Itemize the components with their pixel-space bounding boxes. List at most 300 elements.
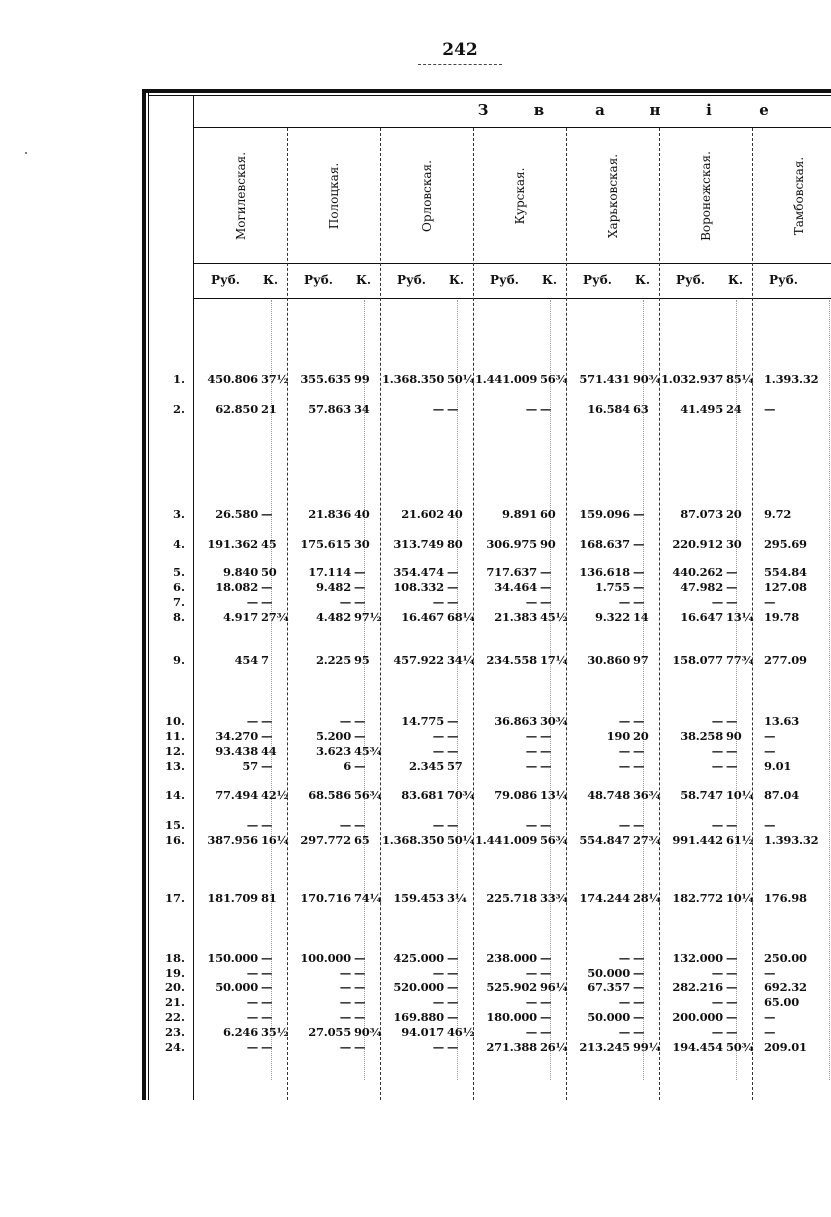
unit-rub: Руб. [211,273,240,287]
cell-rubles: 387.956 [207,833,258,847]
cell-kopecks: — [633,1010,645,1024]
row-number: 10. [164,714,185,728]
unit-rub: Руб. [583,273,612,287]
cell-kopecks: — [447,818,459,832]
cell-rubles: — [246,714,258,728]
cell-rubles: — [711,714,723,728]
cell-rubles: — [525,759,537,773]
cell-kopecks: — [261,951,273,965]
cell-rubles: — [711,759,723,773]
page-number: 242 [442,40,478,60]
cell-rubles: — [764,966,776,980]
cell-kopecks: — [540,565,552,579]
cell-kopecks: — [633,818,645,832]
cell-rubles: 9.840 [222,565,258,579]
column-header [196,132,286,260]
cell-rubles: 9.891 [501,507,537,521]
cell-kopecks: — [540,744,552,758]
cell-rubles: — [525,818,537,832]
row-number: 2. [172,402,185,416]
header-title-letter: З [477,101,489,119]
cell-rubles: 5.200 [315,729,351,743]
cell-rubles: 1.368.350 [382,833,445,847]
row-number: 4. [172,537,185,551]
cell-rubles: 21.383 [494,610,537,624]
column-header [382,132,472,260]
cell-kopecks: 34¼ [447,653,475,667]
row-number: 8. [172,610,185,624]
row-number: 21. [164,995,185,1009]
row-number: 16. [164,833,185,847]
kop-divider [829,300,830,1080]
cell-rubles: 1.032.937 [661,372,724,386]
cell-rubles: 16.467 [401,610,444,624]
cell-rubles: 4.482 [315,610,351,624]
cell-rubles: 1.755 [594,580,630,594]
cell-rubles: — [432,729,444,743]
cell-kopecks: — [447,1010,459,1024]
cell-rubles: 194.454 [672,1040,723,1054]
cell-rubles: 16.647 [680,610,723,624]
row-number: 17. [164,891,185,905]
cell-kopecks: 45½ [540,610,568,624]
cell-rubles: 1.393.32 [764,372,819,386]
unit-kop: К. [449,273,465,287]
cell-kopecks: — [726,580,738,594]
cell-rubles: 9.482 [315,580,351,594]
cell-rubles: 62.850 [215,402,258,416]
cell-kopecks: — [726,951,738,965]
cell-kopecks: 56¾ [354,788,382,802]
cell-rubles: 2.225 [315,653,351,667]
cell-kopecks: 99¼ [633,1040,661,1054]
cell-kopecks: — [633,744,645,758]
cell-rubles: — [246,595,258,609]
cell-kopecks: 13¼ [540,788,568,802]
cell-kopecks: 16¼ [261,833,289,847]
unit-kop: К. [542,273,558,287]
cell-rubles: — [246,966,258,980]
cell-kopecks: 56¾ [540,372,568,386]
cell-rubles: — [618,595,630,609]
cell-kopecks: 30¾ [540,714,568,728]
cell-kopecks: 63 [633,402,649,416]
row-number: 23. [164,1025,185,1039]
cell-kopecks: — [447,995,459,1009]
cell-kopecks: — [447,402,459,416]
cell-kopecks: 10¼ [726,788,754,802]
cell-rubles: 9.01 [764,759,792,773]
cell-rubles: 34.270 [215,729,258,743]
cell-kopecks: — [540,759,552,773]
cell-rubles: 17.114 [308,565,351,579]
cell-rubles: 58.747 [680,788,723,802]
cell-rubles: 93.438 [215,744,258,758]
cell-kopecks: — [354,595,366,609]
row-number: 12. [164,744,185,758]
cell-kopecks: — [261,995,273,1009]
cell-rubles: 457.922 [393,653,444,667]
cell-rubles: 100.000 [300,951,351,965]
cell-rubles: 159.096 [579,507,630,521]
cell-kopecks: — [354,995,366,1009]
cell-rubles: 175.615 [300,537,351,551]
header-title-letter: а [595,101,605,119]
cell-rubles: 450.806 [207,372,258,386]
cell-kopecks: — [354,980,366,994]
cell-rubles: 83.681 [401,788,444,802]
column-header [754,132,831,260]
cell-rubles: — [618,995,630,1009]
cell-rubles: 30.860 [587,653,630,667]
cell-kopecks: 14 [633,610,649,624]
cell-rubles: 47.982 [680,580,723,594]
cell-rubles: 6 [343,759,351,773]
cell-rubles: 571.431 [579,372,630,386]
row-number: 1. [172,372,185,386]
column-name: Курская. [513,167,527,225]
cell-kopecks: 90¾ [354,1025,382,1039]
cell-kopecks: 46½ [447,1025,475,1039]
cell-rubles: 191.362 [207,537,258,551]
cell-kopecks: 97 [633,653,649,667]
cell-kopecks: 50¼ [447,833,475,847]
cell-kopecks: — [633,595,645,609]
cell-rubles: 41.495 [680,402,723,416]
cell-rubles: — [525,595,537,609]
cell-kopecks: 97½ [354,610,382,624]
cell-kopecks: 90 [726,729,742,743]
header-title-letter: н [649,101,661,119]
cell-rubles: — [525,995,537,1009]
row-number: 24. [164,1040,185,1054]
unit-kop: К. [728,273,744,287]
cell-rubles: — [711,995,723,1009]
cell-rubles: 36.863 [494,714,537,728]
header-rule-names [194,263,831,264]
cell-rubles: 108.332 [393,580,444,594]
cell-kopecks: — [354,759,366,773]
unit-rub: Руб. [304,273,333,287]
cell-kopecks: — [354,714,366,728]
cell-rubles: 127.08 [764,580,807,594]
cell-kopecks: 56¾ [540,833,568,847]
cell-kopecks: 27¾ [633,833,661,847]
cell-kopecks: — [354,1040,366,1054]
cell-rubles: 34.464 [494,580,537,594]
cell-kopecks: 36¾ [633,788,661,802]
cell-rubles: 18.082 [215,580,258,594]
cell-rubles: 174.244 [579,891,630,905]
cell-rubles: 220.912 [672,537,723,551]
cell-rubles: 991.442 [672,833,723,847]
cell-rubles: 2.345 [408,759,444,773]
cell-rubles: — [618,1025,630,1039]
cell-kopecks: 50 [261,565,277,579]
cell-kopecks: 85¼ [726,372,754,386]
table-top-border-inner [149,95,831,96]
cell-rubles: — [764,595,776,609]
cell-rubles: — [432,818,444,832]
cell-rubles: 250.00 [764,951,807,965]
cell-kopecks: — [540,1010,552,1024]
cell-rubles: 169.880 [393,1010,444,1024]
cell-kopecks: — [633,537,645,551]
cell-kopecks: — [447,580,459,594]
cell-rubles: — [618,714,630,728]
cell-kopecks: — [447,1040,459,1054]
cell-kopecks: 77¾ [726,653,754,667]
cell-kopecks: — [354,818,366,832]
cell-kopecks: 42½ [261,788,289,802]
cell-rubles: — [246,1010,258,1024]
cell-kopecks: — [633,980,645,994]
cell-rubles: — [339,995,351,1009]
cell-kopecks: — [633,995,645,1009]
cell-kopecks: 3¼ [447,891,467,905]
cell-kopecks: — [261,980,273,994]
cell-rubles: — [711,744,723,758]
cell-kopecks: — [726,565,738,579]
cell-kopecks: 35½ [261,1025,289,1039]
cell-rubles: 4.917 [222,610,258,624]
cell-rubles: — [432,966,444,980]
cell-rubles: — [339,1040,351,1054]
cell-kopecks: — [633,580,645,594]
cell-rubles: 9.72 [764,507,792,521]
cell-rubles: 150.000 [207,951,258,965]
cell-kopecks: 20 [633,729,649,743]
cell-kopecks: 33¾ [540,891,568,905]
cell-kopecks: — [726,1010,738,1024]
cell-kopecks: — [354,1010,366,1024]
cell-rubles: 159.453 [393,891,444,905]
cell-rubles: 1.441.009 [475,372,538,386]
cell-kopecks: — [540,595,552,609]
row-number: 6. [172,580,185,594]
cell-kopecks: — [261,729,273,743]
cell-kopecks: — [261,818,273,832]
cell-kopecks: — [447,595,459,609]
cell-kopecks: 30 [726,537,742,551]
cell-rubles: — [525,402,537,416]
column-name: Воронежская. [699,151,713,241]
cell-kopecks: — [726,980,738,994]
cell-kopecks: 96¼ [540,980,568,994]
cell-rubles: 9.322 [594,610,630,624]
cell-rubles: 271.388 [486,1040,537,1054]
cell-rubles: 213.245 [579,1040,630,1054]
cell-rubles: 57.863 [308,402,351,416]
cell-rubles: — [525,744,537,758]
cell-kopecks: — [726,744,738,758]
cell-rubles: — [339,1010,351,1024]
cell-kopecks: 21 [261,402,277,416]
cell-rubles: 16.584 [587,402,630,416]
cell-rubles: 190 [606,729,630,743]
cell-rubles: — [711,818,723,832]
cell-rubles: — [432,744,444,758]
cell-kopecks: — [540,818,552,832]
cell-kopecks: — [354,565,366,579]
cell-kopecks: — [633,507,645,521]
cell-kopecks: — [726,714,738,728]
unit-kop: К. [263,273,279,287]
cell-kopecks: — [540,1025,552,1039]
cell-kopecks: — [447,951,459,965]
cell-rubles: — [711,1025,723,1039]
cell-rubles: — [339,595,351,609]
cell-kopecks: 20 [726,507,742,521]
cell-rubles: 50.000 [215,980,258,994]
row-number: 18. [164,951,185,965]
cell-rubles: 77.494 [215,788,258,802]
row-number: 19. [164,966,185,980]
cell-kopecks: — [540,951,552,965]
cell-kopecks: 7 [261,653,269,667]
cell-rubles: — [432,402,444,416]
cell-kopecks: — [540,402,552,416]
cell-kopecks: — [261,595,273,609]
cell-rubles: — [432,995,444,1009]
cell-rubles: 67.357 [587,980,630,994]
row-number: 14. [164,788,185,802]
cell-kopecks: 45 [261,537,277,551]
cell-rubles: 295.69 [764,537,807,551]
cell-kopecks: — [447,744,459,758]
cell-rubles: 180.000 [486,1010,537,1024]
cell-rubles: 168.637 [579,537,630,551]
header-title-letter: е [759,101,769,119]
cell-kopecks: 26¼ [540,1040,568,1054]
cell-rubles: — [764,1025,776,1039]
cell-rubles: 182.772 [672,891,723,905]
cell-rubles: 425.000 [393,951,444,965]
cell-kopecks: 81 [261,891,277,905]
cell-rubles: 1.441.009 [475,833,538,847]
row-number: 13. [164,759,185,773]
cell-kopecks: — [261,580,273,594]
cell-kopecks: — [726,1025,738,1039]
cell-rubles: 306.975 [486,537,537,551]
column-divider [659,128,660,1100]
header-title-letter: в [533,101,545,119]
column-name: Могилевская. [234,151,248,241]
cell-rubles: 554.847 [579,833,630,847]
cell-rubles: 282.216 [672,980,723,994]
cell-rubles: 313.749 [393,537,444,551]
header-rule-title [194,127,831,128]
cell-rubles: — [246,995,258,1009]
unit-rub: Руб. [397,273,426,287]
cell-kopecks: — [354,951,366,965]
cell-rubles: 50.000 [587,1010,630,1024]
cell-rubles: — [246,1040,258,1054]
cell-rubles: — [432,595,444,609]
cell-rubles: — [525,966,537,980]
cell-rubles: — [764,1010,776,1024]
cell-kopecks: 57 [447,759,463,773]
unit-rub: Руб. [490,273,519,287]
cell-kopecks: — [447,966,459,980]
cell-rubles: — [432,1040,444,1054]
cell-rubles: 68.586 [308,788,351,802]
cell-kopecks: 74¼ [354,891,382,905]
cell-kopecks: — [726,995,738,1009]
cell-rubles: 225.718 [486,891,537,905]
cell-rubles: 1.393.32 [764,833,819,847]
cell-kopecks: — [447,980,459,994]
cell-rubles: 354.474 [393,565,444,579]
row-number: 9. [172,653,185,667]
cell-rubles: — [525,1025,537,1039]
cell-kopecks: — [726,595,738,609]
cell-rubles: — [525,729,537,743]
cell-kopecks: — [261,714,273,728]
row-number: 5. [172,565,185,579]
cell-kopecks: — [261,1040,273,1054]
cell-rubles: 87.073 [680,507,723,521]
cell-rubles: 6.246 [222,1025,258,1039]
stray-ink-dot [25,152,27,154]
cell-kopecks: 99 [354,372,370,386]
cell-rubles: — [339,980,351,994]
cell-rubles: 525.902 [486,980,537,994]
cell-kopecks: 10¼ [726,891,754,905]
unit-kop: К. [635,273,651,287]
header-rule-units [194,298,831,299]
cell-rubles: — [764,744,776,758]
cell-rubles: — [618,759,630,773]
cell-rubles: 554.84 [764,565,807,579]
row-number: 7. [172,595,185,609]
page-number-underline [418,64,502,65]
cell-rubles: 158.077 [672,653,723,667]
cell-rubles: 200.000 [672,1010,723,1024]
row-number: 15. [164,818,185,832]
row-number: 11. [164,729,185,743]
column-header [475,132,565,260]
cell-rubles: — [764,729,776,743]
cell-rubles: — [246,818,258,832]
cell-rubles: 297.772 [300,833,351,847]
cell-rubles: 19.78 [764,610,800,624]
cell-rubles: 136.618 [579,565,630,579]
cell-rubles: 57 [242,759,258,773]
column-header [568,132,658,260]
cell-kopecks: 30 [354,537,370,551]
column-name: Орловская. [420,160,434,232]
cell-rubles: 13.63 [764,714,800,728]
cell-rubles: 21.602 [401,507,444,521]
cell-kopecks: 44 [261,744,277,758]
unit-rub: Руб. [676,273,705,287]
cell-rubles: 27.055 [308,1025,351,1039]
column-header [289,132,379,260]
cell-rubles: 14.775 [401,714,444,728]
cell-rubles: 355.635 [300,372,351,386]
cell-kopecks: — [447,714,459,728]
cell-rubles: 50.000 [587,966,630,980]
cell-kopecks: 70¾ [447,788,475,802]
row-number: 3. [172,507,185,521]
cell-rubles: 3.623 [315,744,351,758]
cell-rubles: — [618,818,630,832]
cell-rubles: 181.709 [207,891,258,905]
cell-rubles: — [711,966,723,980]
cell-kopecks: 50¼ [447,372,475,386]
cell-rubles: 21.836 [308,507,351,521]
